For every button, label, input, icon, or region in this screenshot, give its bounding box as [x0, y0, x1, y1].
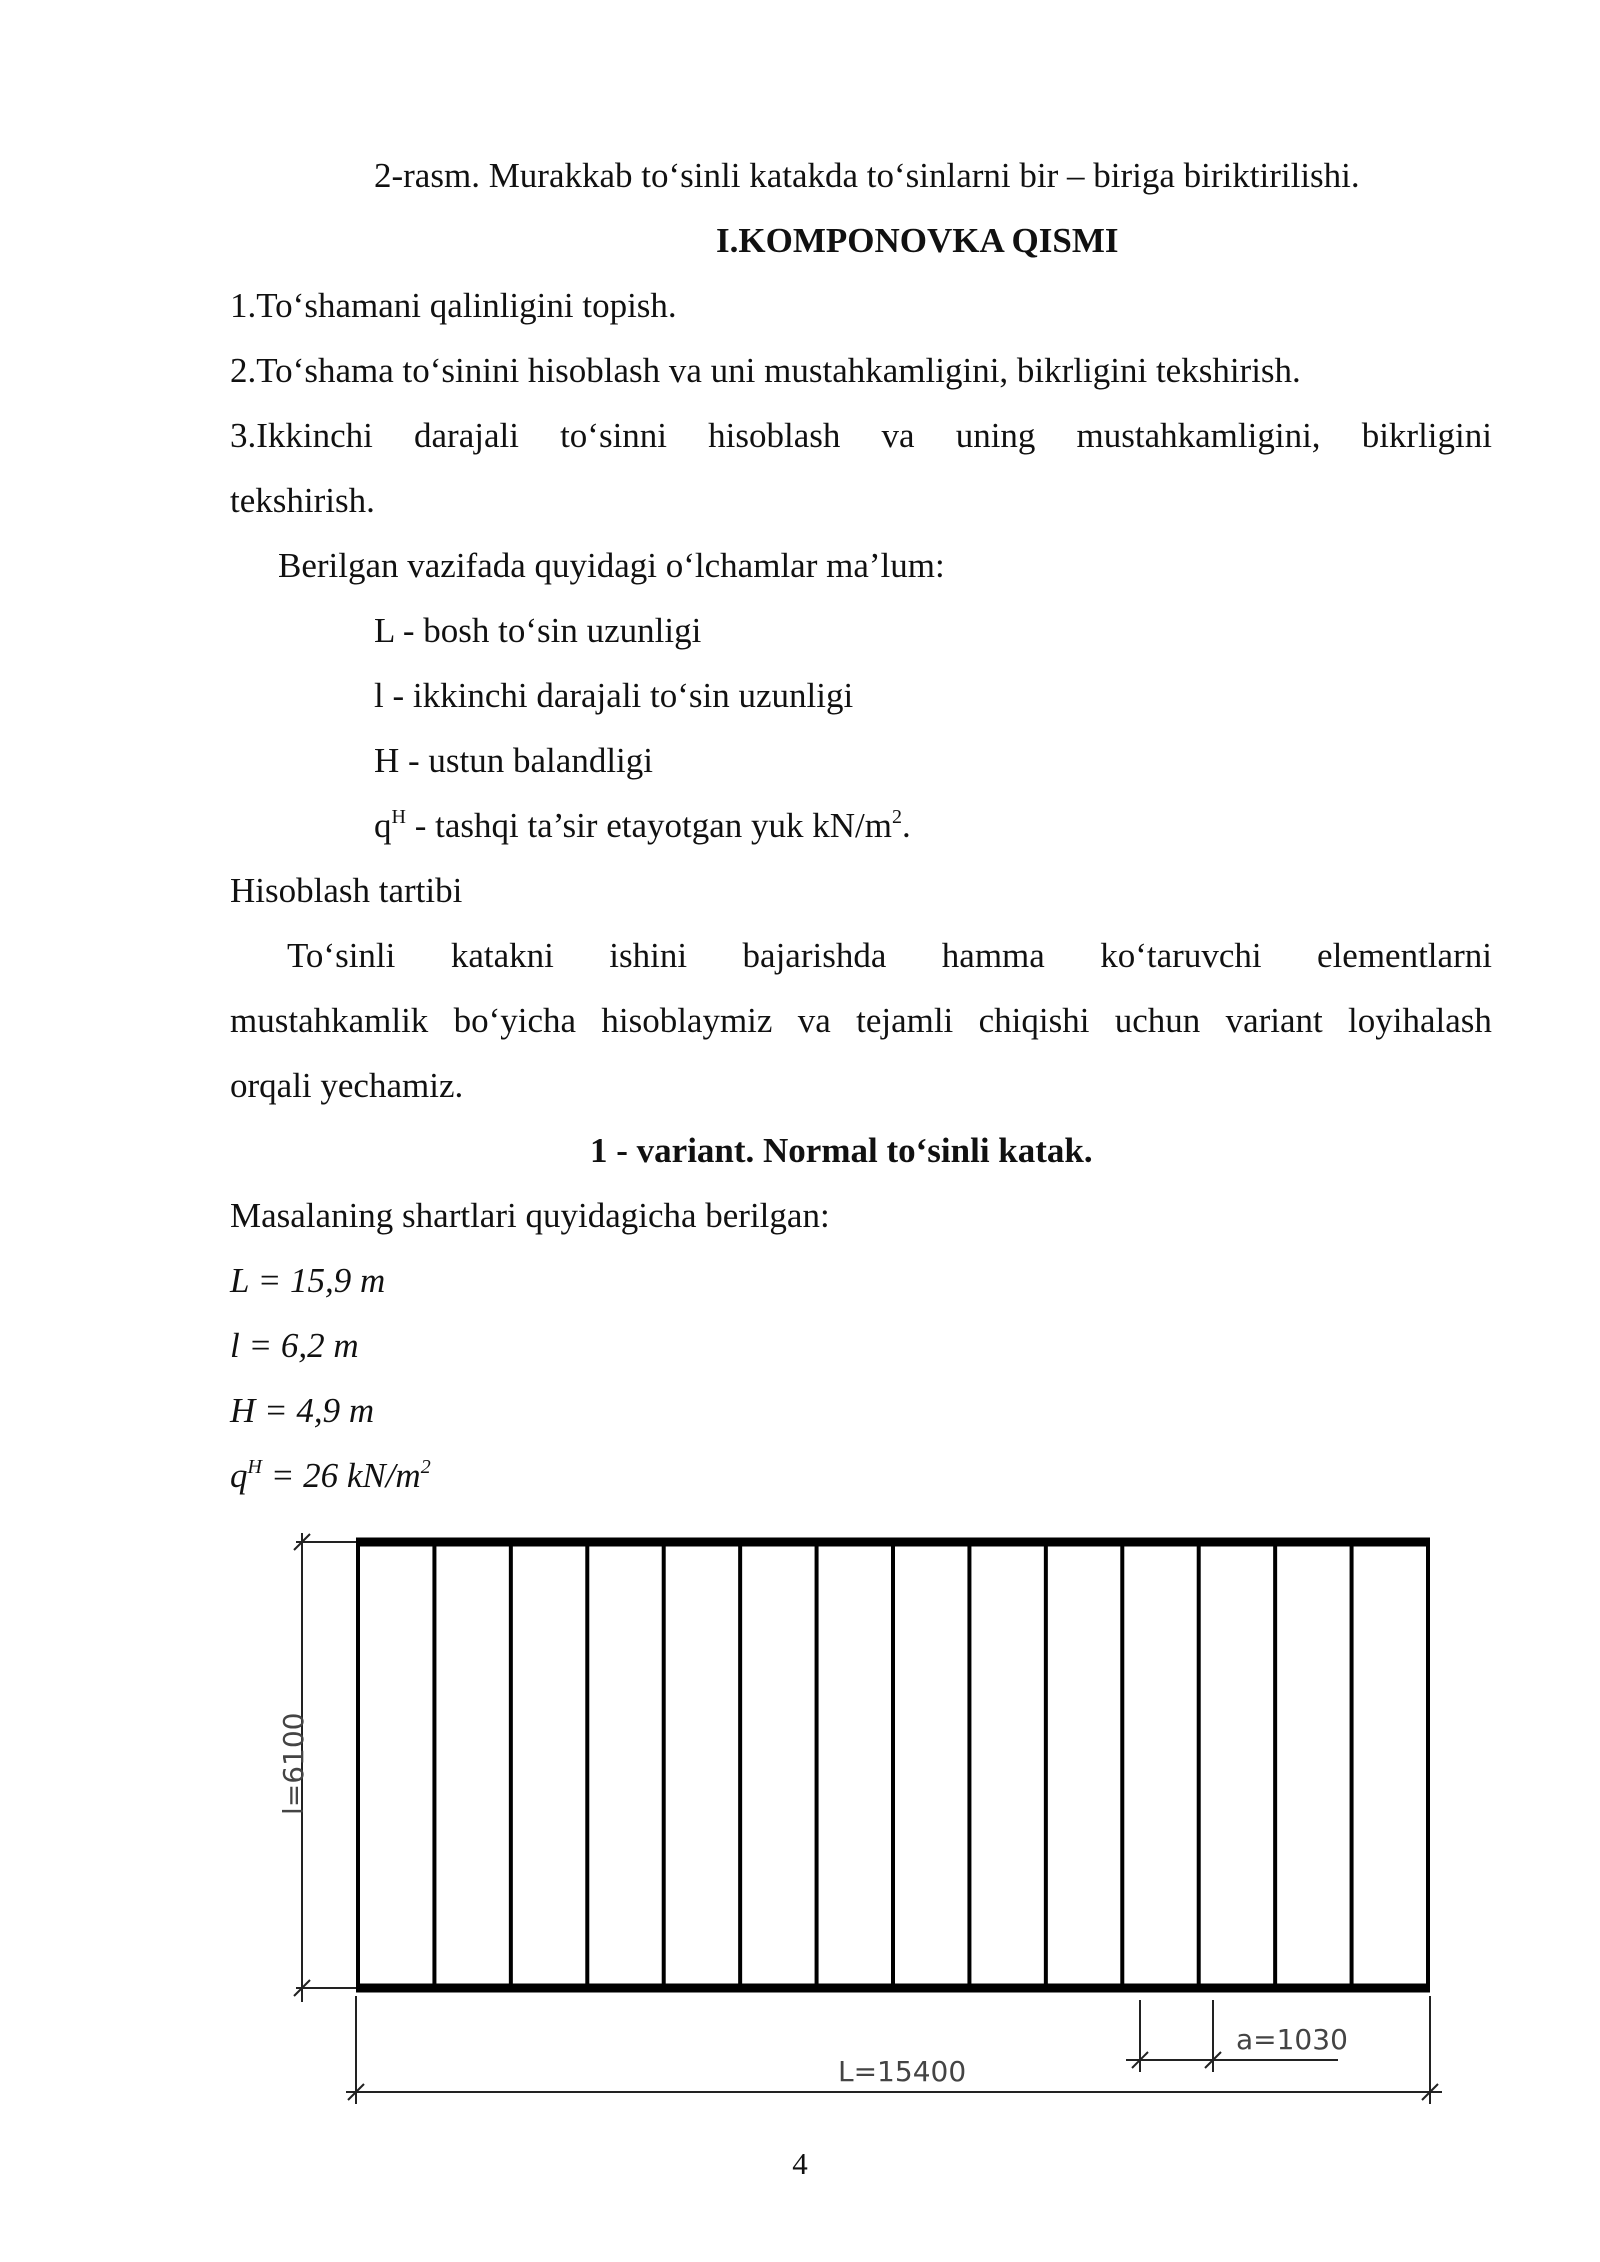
- q-end: .: [901, 806, 911, 845]
- word: va: [881, 416, 915, 455]
- word: ko‘taruvchi: [1100, 936, 1262, 975]
- word: uchun: [1114, 1001, 1201, 1040]
- word: mustahkamligini,: [1076, 416, 1321, 455]
- word: katakni: [450, 936, 554, 975]
- height-label: l=6100: [277, 1712, 310, 1815]
- section-heading: I.KOMPONOVKA QISMI: [716, 221, 1119, 260]
- definition-l: l - ikkinchi darajali to‘sin uzunligi: [374, 676, 854, 715]
- unit-superscript: 2: [891, 806, 902, 828]
- word: to‘sinni: [560, 416, 668, 455]
- q-superscript: H: [391, 806, 406, 828]
- word: bo‘yicha: [453, 1001, 577, 1040]
- step-2: 2.To‘shama to‘sinini hisoblash va uni mustahkamligini, bikrligini tekshirish.: [230, 351, 1301, 390]
- order-title: Hisoblash tartibi: [230, 871, 463, 910]
- word: hisoblash: [708, 416, 841, 455]
- step-1: 1.To‘shamani qalinligini topish.: [230, 286, 677, 325]
- conditions-intro: Masalaning shartlari quyidagicha berilgan:: [230, 1196, 830, 1235]
- unit-superscript: 2: [420, 1456, 431, 1478]
- figure-caption: 2-rasm. Murakkab to‘sinli katakda to‘sinlarni bir – biriga biriktirilishi.: [374, 156, 1360, 195]
- word: elementlarni: [1317, 936, 1492, 975]
- given-intro: Berilgan vazifada quyidagi o‘lchamlar ma’lum:: [278, 546, 945, 585]
- q-superscript: H: [247, 1456, 262, 1478]
- word: hamma: [941, 936, 1045, 975]
- q-symbol: q: [374, 806, 392, 845]
- length-label: L=15400: [838, 2055, 967, 2088]
- definition-H: H - ustun balandligi: [374, 741, 653, 780]
- word: bajarishda: [742, 936, 887, 975]
- word: va: [797, 1001, 831, 1040]
- word: bikrligini: [1361, 416, 1492, 455]
- page-number: 4: [792, 2146, 808, 2181]
- value-l: l = 6,2 m: [230, 1326, 359, 1365]
- spacing-label: a=1030: [1236, 2023, 1348, 2056]
- definition-L: L - bosh to‘sin uzunligi: [374, 611, 702, 650]
- q-symbol: q: [230, 1456, 248, 1495]
- word: tejamli: [856, 1001, 954, 1040]
- word: 3.Ikkinchi: [230, 416, 373, 455]
- variant-heading: 1 - variant. Normal to‘sinli katak.: [590, 1131, 1093, 1170]
- word: mustahkamlik: [230, 1001, 429, 1040]
- word: loyihalash: [1348, 1001, 1492, 1040]
- word: hisoblaymiz: [601, 1001, 773, 1040]
- word: ishini: [609, 936, 688, 975]
- q-value: = 26 kN/m: [261, 1456, 421, 1495]
- step-3-tail: tekshirish.: [230, 481, 375, 520]
- word: variant: [1225, 1001, 1323, 1040]
- secondary-beams: [358, 1542, 1428, 1988]
- word: uning: [955, 416, 1036, 455]
- value-L: L = 15,9 m: [230, 1261, 386, 1300]
- word: darajali: [414, 416, 519, 455]
- value-H: H = 4,9 m: [230, 1391, 375, 1430]
- q-description: - tashqi ta’sir etayotgan yuk kN/m: [405, 806, 892, 845]
- word: To‘sinli: [287, 936, 396, 975]
- paragraph-line-3: orqali yechamiz.: [230, 1066, 464, 1105]
- word: chiqishi: [978, 1001, 1090, 1040]
